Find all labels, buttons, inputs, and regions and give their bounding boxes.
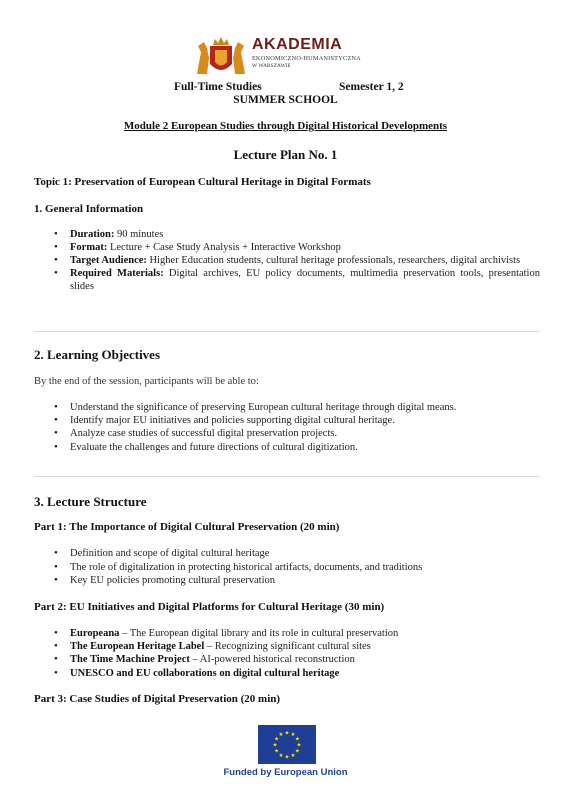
star-icon: ★ [278, 732, 284, 739]
star-icon: ★ [274, 748, 280, 755]
lecture-plan-title: Lecture Plan No. 1 [233, 147, 338, 162]
logo-city: W WARSZAWIE [252, 63, 291, 69]
part1-title: Part 1: The Importance of Digital Cultural Preservation (20 min) [34, 521, 340, 533]
star-icon: ★ [284, 730, 290, 737]
objectives-intro: By the end of the session, participants will be able to: [34, 376, 259, 387]
semester: Semester 1, 2 [339, 81, 404, 93]
list-item: • Evaluate the challenges and future directions of cultural digitization. [52, 441, 540, 454]
logo-subtitle: EKONOMICZNO-HUMANISTYCZNA [252, 55, 361, 62]
objectives-heading: 2. Learning Objectives [34, 347, 161, 362]
list-item: • Key EU policies promoting cultural preservation [52, 574, 540, 588]
list-item: • Duration: 90 minutes [52, 228, 540, 241]
divider [34, 476, 540, 477]
star-icon: ★ [294, 736, 300, 743]
star-icon: ★ [290, 752, 296, 759]
star-icon: ★ [284, 754, 290, 761]
list-item: • Definition and scope of digital cultural heritage [52, 547, 540, 561]
crest-icon [195, 36, 247, 78]
list-item: • Analyze case studies of successful digital preservation projects. [52, 427, 540, 440]
general-info-heading: 1. General Information [34, 203, 144, 215]
topic-title: Topic 1: Preservation of European Cultural Heritage in Digital Formats [34, 176, 371, 188]
star-icon: ★ [290, 732, 296, 739]
list-item: • Identify major EU initiatives and policies supporting digital cultural heritage. [52, 414, 540, 427]
star-icon: ★ [296, 742, 302, 749]
divider [34, 331, 540, 332]
list-item: • Understand the significance of preserving European cultural heritage through digital means. [52, 401, 540, 414]
part1-list [52, 547, 540, 588]
akademia-logo [195, 36, 385, 78]
part2-title: Part 2: EU Initiatives and Digital Platforms for Cultural Heritage (30 min) [34, 601, 385, 613]
list-item: • Target Audience: Higher Education students, cultural heritage professionals, researchers, digital archivists [52, 254, 540, 267]
logo-name: AKADEMIA [252, 36, 343, 53]
list-item: • The role of digitalization in protecting historical artifacts, documents, and traditions [52, 561, 540, 575]
star-icon: ★ [294, 748, 300, 755]
module-title: Module 2 European Studies through Digital Historical Developments [123, 120, 448, 132]
star-icon: ★ [278, 752, 284, 759]
list-item: • Europeana – The European digital library and its role in cultural preservation [52, 627, 540, 640]
star-icon: ★ [272, 742, 278, 749]
list-item: • The European Heritage Label – Recognizing significant cultural sites [52, 640, 540, 653]
general-info-list [52, 228, 540, 293]
summer-school-label: SUMMER SCHOOL [233, 94, 338, 106]
list-item: • Required Materials: Digital archives, EU policy documents, multimedia preservation tools, presentation slides [52, 267, 540, 293]
list-item: • UNESCO and EU collaborations on digital cultural heritage [52, 667, 540, 680]
study-mode: Full-Time Studies [174, 81, 262, 93]
star-icon: ★ [274, 736, 280, 743]
objectives-list [52, 401, 540, 454]
part3-title: Part 3: Case Studies of Digital Preservation (20 min) [34, 693, 281, 705]
funded-by-eu-label: Funded by European Union [223, 767, 348, 778]
structure-heading: 3. Lecture Structure [34, 494, 147, 509]
list-item: • The Time Machine Project – AI-powered historical reconstruction [52, 653, 540, 666]
part2-list [52, 627, 540, 680]
eu-flag-icon [258, 725, 316, 764]
list-item: • Format: Lecture + Case Study Analysis + Interactive Workshop [52, 241, 540, 254]
